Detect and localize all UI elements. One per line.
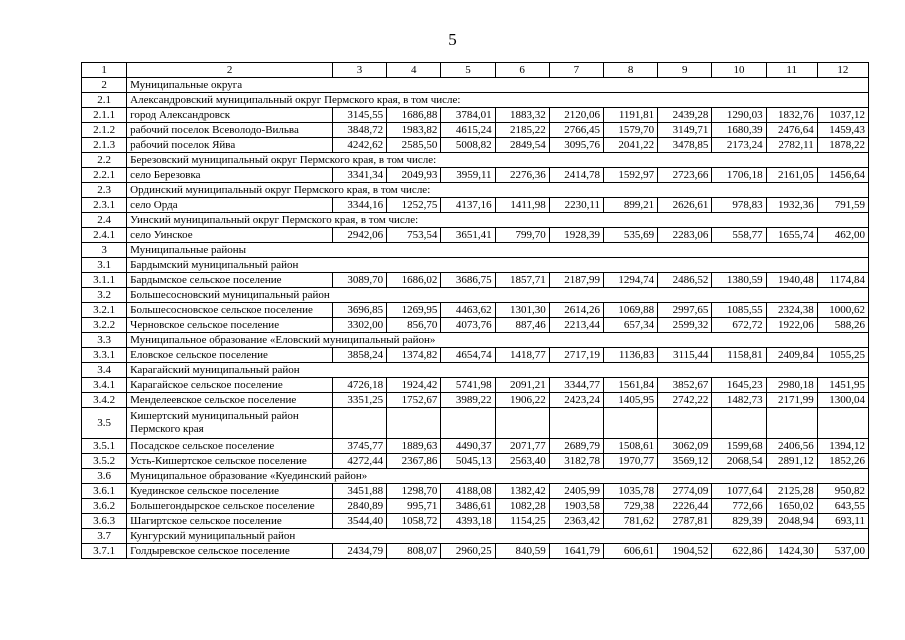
- value-cell: 2367,86: [387, 454, 441, 469]
- section-title: Бардымский муниципальный район: [127, 258, 869, 273]
- page-number: 5: [448, 30, 457, 49]
- value-cell: 2787,81: [658, 514, 712, 529]
- value-cell: 2405,99: [549, 484, 603, 499]
- value-cell: 2226,44: [658, 499, 712, 514]
- row-name: село Уинское: [127, 228, 333, 243]
- value-cell: 1645,23: [712, 378, 766, 393]
- value-cell: [658, 408, 712, 439]
- value-cell: 4137,16: [441, 198, 495, 213]
- value-cell: 2324,38: [766, 303, 817, 318]
- row-code: 3.2: [82, 288, 127, 303]
- value-cell: 2363,42: [549, 514, 603, 529]
- value-cell: 3745,77: [332, 439, 386, 454]
- value-cell: 2185,22: [495, 123, 549, 138]
- value-cell: 4393,18: [441, 514, 495, 529]
- row-name: Большесосновское сельское поселение: [127, 303, 333, 318]
- value-cell: 1970,77: [603, 454, 657, 469]
- section-row: [82, 153, 869, 168]
- value-cell: 1655,74: [766, 228, 817, 243]
- value-cell: 4272,44: [332, 454, 386, 469]
- value-cell: 1903,58: [549, 499, 603, 514]
- value-cell: 1706,18: [712, 168, 766, 183]
- value-cell: 1077,64: [712, 484, 766, 499]
- value-cell: 1298,70: [387, 484, 441, 499]
- value-cell: 3344,77: [549, 378, 603, 393]
- value-cell: 2849,54: [495, 138, 549, 153]
- value-cell: 1561,84: [603, 378, 657, 393]
- value-cell: 3569,12: [658, 454, 712, 469]
- column-header: 8: [603, 63, 657, 78]
- section-title: Муниципальные районы: [127, 243, 869, 258]
- row-name: Посадское сельское поселение: [127, 439, 333, 454]
- value-cell: 2840,89: [332, 499, 386, 514]
- value-cell: 3696,85: [332, 303, 386, 318]
- value-cell: 2283,06: [658, 228, 712, 243]
- value-cell: 1035,78: [603, 484, 657, 499]
- value-cell: 1889,63: [387, 439, 441, 454]
- value-cell: 3686,75: [441, 273, 495, 288]
- value-cell: 3302,00: [332, 318, 386, 333]
- table-row: [82, 514, 869, 529]
- column-header: 11: [766, 63, 817, 78]
- value-cell: 2960,25: [441, 544, 495, 559]
- row-name: рабочий поселок Яйва: [127, 138, 333, 153]
- value-cell: 1269,95: [387, 303, 441, 318]
- value-cell: 995,71: [387, 499, 441, 514]
- row-code: 3.4.1: [82, 378, 127, 393]
- value-cell: 791,59: [817, 198, 868, 213]
- section-row: [82, 288, 869, 303]
- section-row: [82, 213, 869, 228]
- value-cell: 1650,02: [766, 499, 817, 514]
- value-cell: 899,21: [603, 198, 657, 213]
- row-code: 3.4.2: [82, 393, 127, 408]
- value-cell: 1482,73: [712, 393, 766, 408]
- value-cell: 3478,85: [658, 138, 712, 153]
- column-header: 1: [82, 63, 127, 78]
- value-cell: 2409,84: [766, 348, 817, 363]
- column-header: 4: [387, 63, 441, 78]
- value-cell: 3989,22: [441, 393, 495, 408]
- column-header: 7: [549, 63, 603, 78]
- section-title: Муниципальные округа: [127, 78, 869, 93]
- column-header: 10: [712, 63, 766, 78]
- value-cell: 588,26: [817, 318, 868, 333]
- column-header: 5: [441, 63, 495, 78]
- value-cell: 856,70: [387, 318, 441, 333]
- row-code: 3.1: [82, 258, 127, 273]
- row-code: 3.2.2: [82, 318, 127, 333]
- value-cell: 2774,09: [658, 484, 712, 499]
- value-cell: 1451,95: [817, 378, 868, 393]
- value-cell: 1000,62: [817, 303, 868, 318]
- value-cell: 887,46: [495, 318, 549, 333]
- value-cell: 2742,22: [658, 393, 712, 408]
- value-cell: 5045,13: [441, 454, 495, 469]
- value-cell: 4615,24: [441, 123, 495, 138]
- value-cell: 4242,62: [332, 138, 386, 153]
- value-cell: 1191,81: [603, 108, 657, 123]
- table-row: [82, 393, 869, 408]
- value-cell: 1599,68: [712, 439, 766, 454]
- table-row: [82, 168, 869, 183]
- value-cell: 2723,66: [658, 168, 712, 183]
- value-cell: 2120,06: [549, 108, 603, 123]
- value-cell: 1252,75: [387, 198, 441, 213]
- value-cell: 1301,30: [495, 303, 549, 318]
- row-code: 2.2.1: [82, 168, 127, 183]
- value-cell: 1405,95: [603, 393, 657, 408]
- value-cell: [441, 408, 495, 439]
- value-cell: 1055,25: [817, 348, 868, 363]
- value-cell: 1394,12: [817, 439, 868, 454]
- value-cell: 753,54: [387, 228, 441, 243]
- section-title: Большесосновский муниципальный район: [127, 288, 869, 303]
- value-cell: 950,82: [817, 484, 868, 499]
- value-cell: 1382,42: [495, 484, 549, 499]
- table-row: [82, 198, 869, 213]
- value-cell: 3115,44: [658, 348, 712, 363]
- value-cell: 1037,12: [817, 108, 868, 123]
- value-cell: [712, 408, 766, 439]
- value-cell: 1418,77: [495, 348, 549, 363]
- section-title: Муниципальное образование «Еловский муниципальный район»: [127, 333, 869, 348]
- column-header: 12: [817, 63, 868, 78]
- value-cell: 829,39: [712, 514, 766, 529]
- value-cell: 1136,83: [603, 348, 657, 363]
- table-row: [82, 228, 869, 243]
- section-title: Березовский муниципальный округ Пермского края, в том числе:: [127, 153, 869, 168]
- section-row: [82, 529, 869, 544]
- value-cell: 729,38: [603, 499, 657, 514]
- value-cell: 5741,98: [441, 378, 495, 393]
- value-cell: 3089,70: [332, 273, 386, 288]
- value-cell: 4726,18: [332, 378, 386, 393]
- value-cell: 535,69: [603, 228, 657, 243]
- table-row: [82, 348, 869, 363]
- value-cell: 978,83: [712, 198, 766, 213]
- value-cell: 1928,39: [549, 228, 603, 243]
- value-cell: 3149,71: [658, 123, 712, 138]
- row-name: село Березовка: [127, 168, 333, 183]
- value-cell: 1294,74: [603, 273, 657, 288]
- section-row: [82, 363, 869, 378]
- value-cell: 3095,76: [549, 138, 603, 153]
- row-code: 2.4.1: [82, 228, 127, 243]
- value-cell: 1906,22: [495, 393, 549, 408]
- value-cell: 1374,82: [387, 348, 441, 363]
- table-row: [82, 484, 869, 499]
- value-cell: 2599,32: [658, 318, 712, 333]
- row-code: 2.1.1: [82, 108, 127, 123]
- row-name: Большегондырское сельское поселение: [127, 499, 333, 514]
- section-row: [82, 469, 869, 484]
- value-cell: 1904,52: [658, 544, 712, 559]
- table-row: [82, 378, 869, 393]
- value-cell: 2161,05: [766, 168, 817, 183]
- value-cell: 840,59: [495, 544, 549, 559]
- value-cell: [549, 408, 603, 439]
- value-cell: 3341,34: [332, 168, 386, 183]
- table-row: [82, 303, 869, 318]
- section-row: [82, 93, 869, 108]
- column-header: 9: [658, 63, 712, 78]
- value-cell: 2049,93: [387, 168, 441, 183]
- row-name: село Орда: [127, 198, 333, 213]
- row-code: 3.6: [82, 469, 127, 484]
- value-cell: 1983,82: [387, 123, 441, 138]
- value-cell: [387, 408, 441, 439]
- value-cell: 1456,64: [817, 168, 868, 183]
- section-row: [82, 183, 869, 198]
- row-code: 2.3.1: [82, 198, 127, 213]
- row-code: 3.1.1: [82, 273, 127, 288]
- value-cell: 1082,28: [495, 499, 549, 514]
- section-title: Ординский муниципальный округ Пермского края, в том числе:: [127, 183, 869, 198]
- row-code: 3.4: [82, 363, 127, 378]
- value-cell: 1592,97: [603, 168, 657, 183]
- value-cell: 2782,11: [766, 138, 817, 153]
- row-name: Еловское сельское поселение: [127, 348, 333, 363]
- row-code: 3.6.1: [82, 484, 127, 499]
- value-cell: 781,62: [603, 514, 657, 529]
- value-cell: 2423,24: [549, 393, 603, 408]
- value-cell: 3486,61: [441, 499, 495, 514]
- value-cell: 2276,36: [495, 168, 549, 183]
- row-name: Черновское сельское поселение: [127, 318, 333, 333]
- table-row: [82, 273, 869, 288]
- row-name: город Александровск: [127, 108, 333, 123]
- section-row: [82, 333, 869, 348]
- value-cell: 2563,40: [495, 454, 549, 469]
- value-cell: 2068,54: [712, 454, 766, 469]
- value-cell: 1852,26: [817, 454, 868, 469]
- row-code: 3.3: [82, 333, 127, 348]
- row-name: Голдыревское сельское поселение: [127, 544, 333, 559]
- value-cell: 1424,30: [766, 544, 817, 559]
- value-cell: 2041,22: [603, 138, 657, 153]
- value-cell: 5008,82: [441, 138, 495, 153]
- value-cell: 1508,61: [603, 439, 657, 454]
- row-code: 2.1.2: [82, 123, 127, 138]
- value-cell: 1686,88: [387, 108, 441, 123]
- row-name: Куединское сельское поселение: [127, 484, 333, 499]
- table-row: [82, 123, 869, 138]
- value-cell: 606,61: [603, 544, 657, 559]
- section-title: Карагайский муниципальный район: [127, 363, 869, 378]
- section-title: Кунгурский муниципальный район: [127, 529, 869, 544]
- value-cell: 1058,72: [387, 514, 441, 529]
- value-cell: 1857,71: [495, 273, 549, 288]
- value-cell: 1922,06: [766, 318, 817, 333]
- value-cell: 2486,52: [658, 273, 712, 288]
- value-cell: 622,86: [712, 544, 766, 559]
- table-row: [82, 499, 869, 514]
- row-name: Усть-Кишертское сельское поселение: [127, 454, 333, 469]
- section-row: [82, 258, 869, 273]
- value-cell: 2213,44: [549, 318, 603, 333]
- value-cell: 2071,77: [495, 439, 549, 454]
- value-cell: 3182,78: [549, 454, 603, 469]
- value-cell: 4654,74: [441, 348, 495, 363]
- value-cell: 2626,61: [658, 198, 712, 213]
- value-cell: 2766,45: [549, 123, 603, 138]
- value-cell: 1085,55: [712, 303, 766, 318]
- row-code: 3.5.1: [82, 439, 127, 454]
- value-cell: 462,00: [817, 228, 868, 243]
- value-cell: 1300,04: [817, 393, 868, 408]
- value-cell: 1290,03: [712, 108, 766, 123]
- value-cell: 1158,81: [712, 348, 766, 363]
- section-row: [82, 243, 869, 258]
- value-cell: 558,77: [712, 228, 766, 243]
- value-cell: 2614,26: [549, 303, 603, 318]
- table-row: [82, 318, 869, 333]
- value-cell: 2171,99: [766, 393, 817, 408]
- value-cell: 2434,79: [332, 544, 386, 559]
- value-cell: [817, 408, 868, 439]
- row-code: 2.1: [82, 93, 127, 108]
- section-title: Уинский муниципальный округ Пермского края, в том числе:: [127, 213, 869, 228]
- value-cell: 1832,76: [766, 108, 817, 123]
- row-name: Менделеевское сельское поселение: [127, 393, 333, 408]
- tariff-table: [81, 62, 869, 559]
- value-cell: 2406,56: [766, 439, 817, 454]
- table-row: [82, 408, 869, 439]
- section-title: Муниципальное образование «Куединский район»: [127, 469, 869, 484]
- row-name: Карагайское сельское поселение: [127, 378, 333, 393]
- value-cell: 1680,39: [712, 123, 766, 138]
- row-code: 2.3: [82, 183, 127, 198]
- value-cell: 4188,08: [441, 484, 495, 499]
- row-code: 3.7.1: [82, 544, 127, 559]
- table-row: [82, 544, 869, 559]
- value-cell: 1380,59: [712, 273, 766, 288]
- value-cell: 1940,48: [766, 273, 817, 288]
- value-cell: 3062,09: [658, 439, 712, 454]
- value-cell: 657,34: [603, 318, 657, 333]
- value-cell: 2891,12: [766, 454, 817, 469]
- row-name: рабочий поселок Всеволодо-Вильва: [127, 123, 333, 138]
- value-cell: 1883,32: [495, 108, 549, 123]
- value-cell: 1411,98: [495, 198, 549, 213]
- row-code: 3.6.3: [82, 514, 127, 529]
- row-code: 2.4: [82, 213, 127, 228]
- value-cell: 808,07: [387, 544, 441, 559]
- row-code: 3.3.1: [82, 348, 127, 363]
- value-cell: 643,55: [817, 499, 868, 514]
- value-cell: 2173,24: [712, 138, 766, 153]
- row-code: 2: [82, 78, 127, 93]
- value-cell: 1069,88: [603, 303, 657, 318]
- column-header: 6: [495, 63, 549, 78]
- value-cell: 1174,84: [817, 273, 868, 288]
- value-cell: 1154,25: [495, 514, 549, 529]
- value-cell: 1686,02: [387, 273, 441, 288]
- value-cell: 4463,62: [441, 303, 495, 318]
- value-cell: 3651,41: [441, 228, 495, 243]
- value-cell: 2230,11: [549, 198, 603, 213]
- row-code: 2.2: [82, 153, 127, 168]
- value-cell: 2125,28: [766, 484, 817, 499]
- row-code: 3: [82, 243, 127, 258]
- value-cell: 2414,78: [549, 168, 603, 183]
- value-cell: 3344,16: [332, 198, 386, 213]
- value-cell: 537,00: [817, 544, 868, 559]
- value-cell: 3858,24: [332, 348, 386, 363]
- value-cell: [332, 408, 386, 439]
- value-cell: 2717,19: [549, 348, 603, 363]
- value-cell: 3351,25: [332, 393, 386, 408]
- value-cell: 2980,18: [766, 378, 817, 393]
- value-cell: 3451,88: [332, 484, 386, 499]
- value-cell: 3544,40: [332, 514, 386, 529]
- value-cell: 672,72: [712, 318, 766, 333]
- value-cell: [603, 408, 657, 439]
- value-cell: 1641,79: [549, 544, 603, 559]
- value-cell: 1752,67: [387, 393, 441, 408]
- value-cell: 3852,67: [658, 378, 712, 393]
- value-cell: 3145,55: [332, 108, 386, 123]
- value-cell: 2689,79: [549, 439, 603, 454]
- table-row: [82, 108, 869, 123]
- value-cell: 2997,65: [658, 303, 712, 318]
- row-code: 3.2.1: [82, 303, 127, 318]
- table-header-row: [82, 63, 869, 78]
- value-cell: 2476,64: [766, 123, 817, 138]
- value-cell: 4490,37: [441, 439, 495, 454]
- value-cell: 3784,01: [441, 108, 495, 123]
- row-name: Кишертский муниципальный район Пермского края: [127, 408, 333, 439]
- value-cell: 1459,43: [817, 123, 868, 138]
- value-cell: 1924,42: [387, 378, 441, 393]
- value-cell: 1579,70: [603, 123, 657, 138]
- value-cell: 693,11: [817, 514, 868, 529]
- row-name: Шагиртское сельское поселение: [127, 514, 333, 529]
- value-cell: 772,66: [712, 499, 766, 514]
- value-cell: 2942,06: [332, 228, 386, 243]
- value-cell: 2585,50: [387, 138, 441, 153]
- row-code: 3.6.2: [82, 499, 127, 514]
- table-row: [82, 454, 869, 469]
- row-code: 3.7: [82, 529, 127, 544]
- row-code: 3.5.2: [82, 454, 127, 469]
- table-row: [82, 439, 869, 454]
- value-cell: [766, 408, 817, 439]
- value-cell: 2187,99: [549, 273, 603, 288]
- row-code: 3.5: [82, 408, 127, 439]
- column-header: 2: [127, 63, 333, 78]
- value-cell: [495, 408, 549, 439]
- value-cell: 1932,36: [766, 198, 817, 213]
- value-cell: 1878,22: [817, 138, 868, 153]
- section-row: [82, 78, 869, 93]
- row-code: 2.1.3: [82, 138, 127, 153]
- value-cell: 3848,72: [332, 123, 386, 138]
- value-cell: 3959,11: [441, 168, 495, 183]
- value-cell: 2439,28: [658, 108, 712, 123]
- value-cell: 4073,76: [441, 318, 495, 333]
- section-title: Александровский муниципальный округ Пермского края, в том числе:: [127, 93, 869, 108]
- value-cell: 2091,21: [495, 378, 549, 393]
- table-row: [82, 138, 869, 153]
- column-header: 3: [332, 63, 386, 78]
- row-name: Бардымское сельское поселение: [127, 273, 333, 288]
- value-cell: 2048,94: [766, 514, 817, 529]
- value-cell: 799,70: [495, 228, 549, 243]
